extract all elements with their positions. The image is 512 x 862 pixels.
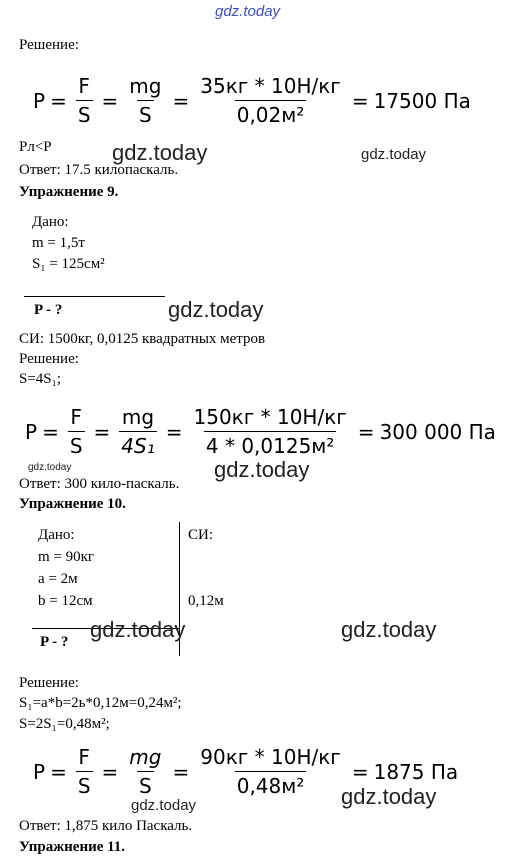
eq-result: 17500 Па (373, 88, 471, 113)
answer-3: Ответ: 1,875 кило Паскаль. (19, 818, 193, 834)
fraction-calculation: $\frac{150кг * 10Н/кг}{\text{4 * 0,0125м²}}$ (193, 405, 347, 458)
given-area: S₁ = 125см² (32, 256, 105, 272)
fraction-force-area: $\frac{F}{S}$ (77, 74, 91, 127)
given-label: Дано: (38, 527, 75, 543)
watermark: gdz.today (112, 140, 208, 165)
equation-2: P = $\frac{F}{S}$ = $\frac{mg}{\text{4S₁}}$ = $\frac{150кг * 10Н/кг}{\text{4 * 0,0125м²}}$ = 300 000 Па (25, 405, 496, 458)
watermark: gdz.today (214, 457, 310, 482)
solution-label: Решение: (19, 351, 79, 367)
watermark: gdz.today (361, 146, 427, 163)
eq-lhs: P (25, 419, 38, 444)
pressure-comparison: Pл<P (19, 139, 52, 155)
watermark: gdz.today (168, 297, 264, 322)
fraction-mg-area: $\frac{mg}{S}$ (129, 745, 162, 798)
fraction-mg-area: $\frac{mg}{S}$ (129, 74, 162, 127)
area-relation: S=4S₁; (19, 371, 62, 387)
eq-result: 300 000 Па (379, 419, 496, 444)
answer-1: Ответ: 17.5 килопаскаль. (19, 162, 179, 178)
watermark: gdz.today (90, 617, 186, 642)
exercise-11-title: Упражнение 11. (19, 839, 126, 855)
si-length-b: 0,12м (188, 593, 224, 609)
area-s-line: S=2S₁=0,48м²; (19, 716, 110, 732)
fraction-force-area: $\frac{F}{S}$ (69, 405, 83, 458)
given-length-a: a = 2м (38, 571, 78, 587)
si-label: СИ: (188, 527, 214, 543)
watermark: gdz.today (28, 462, 72, 473)
eq-lhs: P (33, 759, 46, 784)
solution-label: Решение: (19, 675, 79, 691)
area-s1-line: S₁=a*b=2ь*0,12м=0,24м²; (19, 695, 182, 711)
given-mass: m = 1,5т (32, 235, 85, 251)
fraction-force-area: $\frac{F}{S}$ (77, 745, 91, 798)
fraction-mg-area: $\frac{mg}{\text{4S₁}}$ (121, 405, 155, 458)
watermark: gdz.today (341, 784, 437, 809)
fraction-calculation: $\frac{35кг * 10Н/кг}{\text{0,02м²}}$ (200, 74, 341, 127)
given-divider (24, 296, 165, 297)
solution-label: Решение: (19, 37, 79, 53)
given-length-b: b = 12см (38, 593, 93, 609)
exercise-10-title: Упражнение 10. (19, 496, 126, 512)
answer-2: Ответ: 300 кило-паскаль. (19, 476, 180, 492)
watermark-top: gdz.today (215, 3, 281, 20)
fraction-calculation: $\frac{90кг * 10Н/кг}{\text{0,48м²}}$ (200, 745, 341, 798)
equation-1: P = $\frac{F}{S}$ = $\frac{mg}{S}$ = $\frac{35кг * 10Н/кг}{\text{0,02м²}}$ = 17500 Па (33, 74, 471, 127)
find-label: P - ? (40, 634, 69, 650)
watermark: gdz.today (131, 797, 197, 814)
watermark: gdz.today (341, 617, 437, 642)
eq-lhs: P (33, 88, 46, 113)
exercise-9-title: Упражнение 9. (19, 184, 119, 200)
eq-result: 1875 Па (373, 759, 459, 784)
si-line: СИ: 1500кг, 0,0125 квадратных метров (19, 331, 266, 347)
equation-3: P = $\frac{F}{S}$ = $\frac{mg}{S}$ = $\frac{90кг * 10Н/кг}{\text{0,48м²}}$ = 1875 Па (33, 745, 459, 798)
given-label: Дано: (32, 214, 69, 230)
given-mass: m = 90кг (38, 549, 95, 565)
find-label: P - ? (34, 302, 63, 318)
